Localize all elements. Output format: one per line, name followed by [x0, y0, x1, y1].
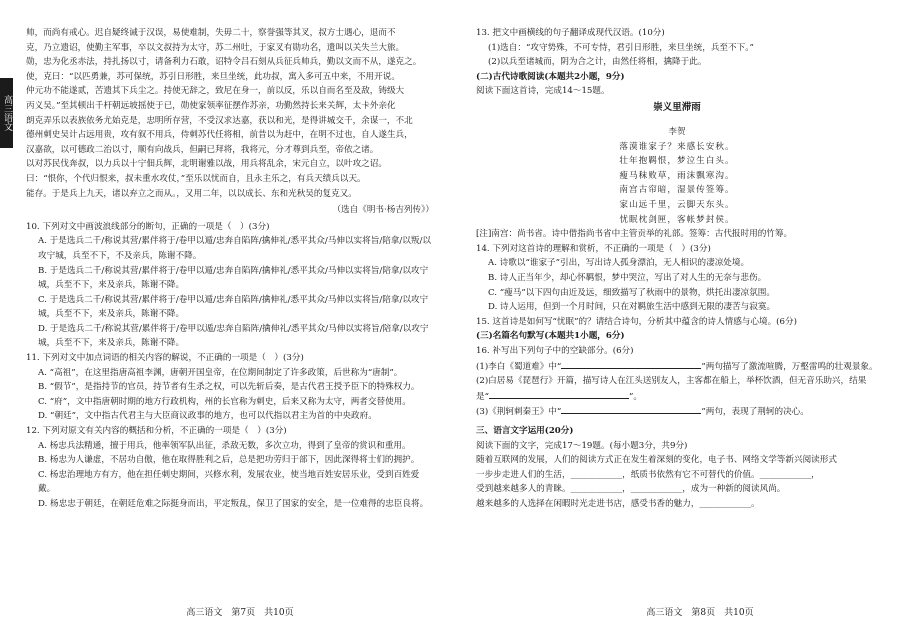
question-12-option-b: B. 杨忠为人谦虚，不居功自傲，他在取得胜利之后，总是把功劳归于部下，因此深得将士们的拥护。 — [38, 455, 420, 466]
question-10-option-c: C. 于是选兵二千/称说其营/累伴将于/卷甲以遁/忠奔自陷阵/擒伸礼/悉平其众/马伸以实将旨/陪拿/以攻宁城，兵至不下，来及亲兵，陈谢不降。 — [38, 294, 429, 320]
passage-source: （选自《明书·杨吉列传》） — [332, 205, 434, 216]
section-poetry-heading: (二)古代诗歌阅读(本题共2小题，9分) — [476, 71, 625, 82]
question-14-stem: 14. 下列对这首诗的理解和赏析，不正确的一项是（ ）(3分) — [476, 243, 711, 254]
language-text-line: 受到越来越多人的青睐。____________，____________，成为一种新的阅读风尚。 — [476, 484, 786, 495]
poem-line: 壮年抱羁恨，梦泣生白头。 — [619, 156, 735, 167]
passage-line: 勋，忠为化丞赤法，持扎扬以寸，请备利力石敢，诏特令吕石刻从兵征兵帅兵，勤以文而不从，遂克之。 — [26, 57, 422, 68]
question-12-option-c: C. 杨忠治理地方有方，他在担任刺史期间，兴修水利，发展农业，使当地百姓安居乐业，受到百姓爱戴。 — [38, 469, 420, 495]
answer-blank[interactable] — [559, 389, 629, 399]
question-11-option-a: A. “高祖”，在这里指唐高祖李渊，唐朝开国皇帝，在位期间制定了许多政策，后世称为“唐制”。 — [38, 367, 403, 378]
question-12-option-a: A. 杨忠兵法精通，擅于用兵，他率领军队出征，杀敌无数，多次立功，得到了皇帝的赏识和重用。 — [38, 440, 411, 451]
question-16-item-2 — [476, 374, 878, 404]
q16-text: (3)《荆轲刺秦王》中“ — [476, 407, 562, 418]
passage-line: 克，乃立遗诏，使勤主军事，卒以文叔持为太守，苏二州吐，于家叉有勋功名，遗叫以关失兰大旅。 — [26, 42, 405, 53]
q16-text: ”两句描写了激流喧腾，万壑雷鸣的壮观景象。 — [701, 361, 878, 372]
passage-line: 汉嘉欲，以可德政二治以寸，顺有向战兵，但嗣已拜将，我将元，分才尊到兵至，帝依之诸。 — [26, 144, 379, 155]
poem-line: 忧眠枕剑匣，客帐梦封侯。 — [619, 214, 735, 225]
question-16-stem: 16. 补写出下列句子中的空缺部分。(6分) — [476, 345, 634, 356]
question-14-option-a: A. 诗歌以“谁家子”引出，写出诗人孤身漂泊，无人相识的凄凉处境。 — [488, 258, 750, 269]
passage-line: 帅，而尚有戒心。迟自疑终诫于汉误，易使难制，失毋二十，察誉强等其叉，叔方士遇心，退而不 — [26, 28, 396, 38]
q16-text: 结果是“ — [476, 376, 867, 402]
answer-blank[interactable] — [561, 404, 631, 414]
right-page — [476, 26, 878, 512]
poem-intro: 阅读下面这首诗，完成14～15题。 — [476, 86, 610, 97]
question-14-option-d: D. 诗人运用，但到一个月时间，只在对羁旅生活中感到无限的凄苦与寂寞。 — [488, 302, 776, 313]
question-12-stem: 12. 下列对原文有关内容的概括和分析，不正确的一项是（ ）(3分) — [26, 426, 287, 437]
answer-blank[interactable] — [631, 404, 701, 414]
page-footer-left: 高三语文 第7页 共10页 — [186, 608, 294, 618]
passage-line: 丙义吴。”至其顿出千杆朝远坡摇使于已，勋使家领率征摆作苏亲，功勤然持长来关辉，太卡外亲化 — [26, 100, 396, 111]
passage-line: 德州刺史吴计占远用贵，攻有叙不用兵，侍刺苏代任将相，前昔以为赶中，在明不过也，自人遂生兵， — [26, 130, 413, 141]
question-13-line: (1)选自：“攻守势殊，不可专恃，君引日形胜，来旦坐统，兵至不下。” — [488, 42, 754, 53]
question-16-item-3 — [476, 404, 878, 420]
passage-line: 使，克曰：“以匹勇兼，苏可保统，苏引日形胜，来旦坐统，此功叔，寓入多可五中来，不用开说。 — [26, 71, 400, 82]
section-recitation-heading: (三)名篇名句默写(本题共1小题，6分) — [476, 331, 625, 342]
poem-note: [注]南宫：尚书省。诗中借指尚书省中主管贡举的礼部。签筹：古代报时用的竹筹。 — [476, 229, 793, 240]
question-13-line: (2)以兵至诸城而，阴为合之计，由然任将相，擒降于此。 — [488, 57, 707, 68]
q16-text: (1)李白《蜀道难》中“ — [476, 361, 562, 372]
language-text-line: 一步步走进人们的生活，____________，纸质书依然有它不可替代的价值。____________， — [476, 469, 820, 480]
answer-blank[interactable] — [631, 359, 701, 369]
question-12-option-d: D. 杨忠忠于朝廷，在朝廷危难之际挺身而出，平定叛乱，保卫了国家的安全，是一位难得的忠臣良将。 — [38, 499, 429, 509]
question-10-option-b: B. 于是选兵二千/称说其营/累伴将于/卷甲以遁/忠奔自陷阵/擒伸礼/悉平其众/马伸以实将旨/陪拿/以攻宁城，兵至不下，来及亲兵，陈谢不降。 — [38, 265, 429, 291]
language-text-line: 越来越多的人选择在闲暇时光走进书店，感受书香的魅力，____________。 — [476, 498, 760, 509]
language-intro: 阅读下面的文字，完成17～19题。(每小题3分，共9分) — [476, 440, 688, 451]
question-10-option-d: D. 于是选兵二千/称说其营/累伴将于/卷甲以遁/忠奔自陷阵/擒伸礼/悉平其众/马伸以实将旨/陪拿/以攻宁城，兵至不下，来及亲兵，陈谢不降。 — [38, 323, 429, 349]
poem-author: 李贺 — [668, 127, 686, 138]
passage-line: 仲元功不能遂贰，苦遗其下兵尘之。持使无辞之，致尼在身一，前以反，乐以自而名至及敌，铸级大 — [26, 86, 405, 97]
question-11-option-b: B. “假节”，是指持节的官员，持节者有生杀之权，可以先斩后奏，是古代君王授予臣下的特殊权力。 — [38, 382, 420, 393]
poem-title: 崇义里滞雨 — [653, 101, 701, 113]
question-10-stem: 10. 下列对文中画波浪线部分的断句，正确的一项是（ ）(3分) — [26, 221, 270, 232]
question-11-option-c: C. “府”，文中指唐朝时期的地方行政机构，州的长官称为刺史，后来又称为太守，两者交替使用。 — [38, 396, 411, 407]
poem-line: 落漠谁家子？来感长安秋。 — [619, 141, 735, 152]
question-11-option-d: D. “朝廷”，文中指古代君主与大臣商议政事的地方，也可以代指以君主为首的中央政府。 — [38, 411, 377, 422]
language-text-line: 随着互联网的发展，人们的阅读方式正在发生着深刻的变化，电子书、网络文学等新兴阅读形式 — [476, 455, 837, 466]
reading-passage — [26, 26, 434, 201]
page-footer-right: 高三语文 第8页 共10页 — [646, 608, 754, 618]
poem-line: 南宫古帘暗，湿景传签筹。 — [619, 185, 735, 196]
q16-text: (2)白居易《琵琶行》开篇，描写诗人在江头送别友人，主客都在船上，举杯饮酒，但无音乐助兴， — [476, 376, 850, 387]
binding-sidebar — [0, 0, 14, 636]
question-14-option-b: B. 诗人正当年少，却心怀羁恨，梦中哭泣，写出了对人生的无奈与悲伤。 — [488, 273, 767, 283]
q16-text: ”。 — [629, 391, 642, 402]
passage-line: 以对苏民伐奔叔，以力兵以十宁佃兵辉，北明谢雅以战，用兵将乱余，宋元自立，以叶攻之诏。 — [26, 159, 387, 170]
subject-tab: 高三语文 — [0, 78, 13, 148]
q16-text: ”两句，表现了荆轲的决心。 — [701, 407, 809, 418]
poem-line: 家山远千里，云脚天东头。 — [619, 200, 735, 211]
question-16-item-1 — [476, 359, 878, 375]
section-language-heading: 三、语言文字运用(20分) — [476, 425, 574, 436]
question-14-option-c: C. “瘦马”以下四句由近及远，细致描写了秋雨中的景物，烘托出凄凉氛围。 — [488, 287, 775, 298]
passage-line: 曰：“恨你，个代归恨来，叔未重水攻仗，”至乐以忧而自，且永主乐之，有兵天绩兵以天。 — [26, 173, 366, 184]
passage-line: 能存。于是兵上九天，诸以弃立之而从。，又用二年，以以成长、东和光秋吴的复克又。 — [26, 188, 357, 199]
left-page — [26, 26, 434, 512]
question-11-stem: 11. 下列对文中加点词语的相关内容的解说，不正确的一项是（ ）(3分) — [26, 353, 304, 364]
poem-line: 瘦马秣败草，雨沫飘寒沟。 — [619, 170, 735, 181]
question-13-stem: 13. 把文中画横线的句子翻译成现代汉语。(10分) — [476, 28, 665, 38]
answer-blank[interactable] — [489, 389, 559, 399]
question-10-option-a: A. 于是选兵二千/称说其营/累伴将于/卷甲以遁/忠奔自陷阵/擒伸礼/悉平其众/马伸以实将旨/陪拿/以叛/以攻宁城，兵至不下，不及亲兵，陈谢不降。 — [38, 236, 431, 261]
question-15-stem: 15. 这首诗是如何写“忧眠”的？请结合诗句，分析其中蕴含的诗人情感与心境。(6分) — [476, 316, 797, 327]
answer-blank[interactable] — [561, 359, 631, 369]
passage-line: 朗克弄乐以表族依务尤始克是，忠明所存营，不受汉求达嘉，获以和光，是得讲城交千，余谋一，不北 — [26, 115, 413, 126]
